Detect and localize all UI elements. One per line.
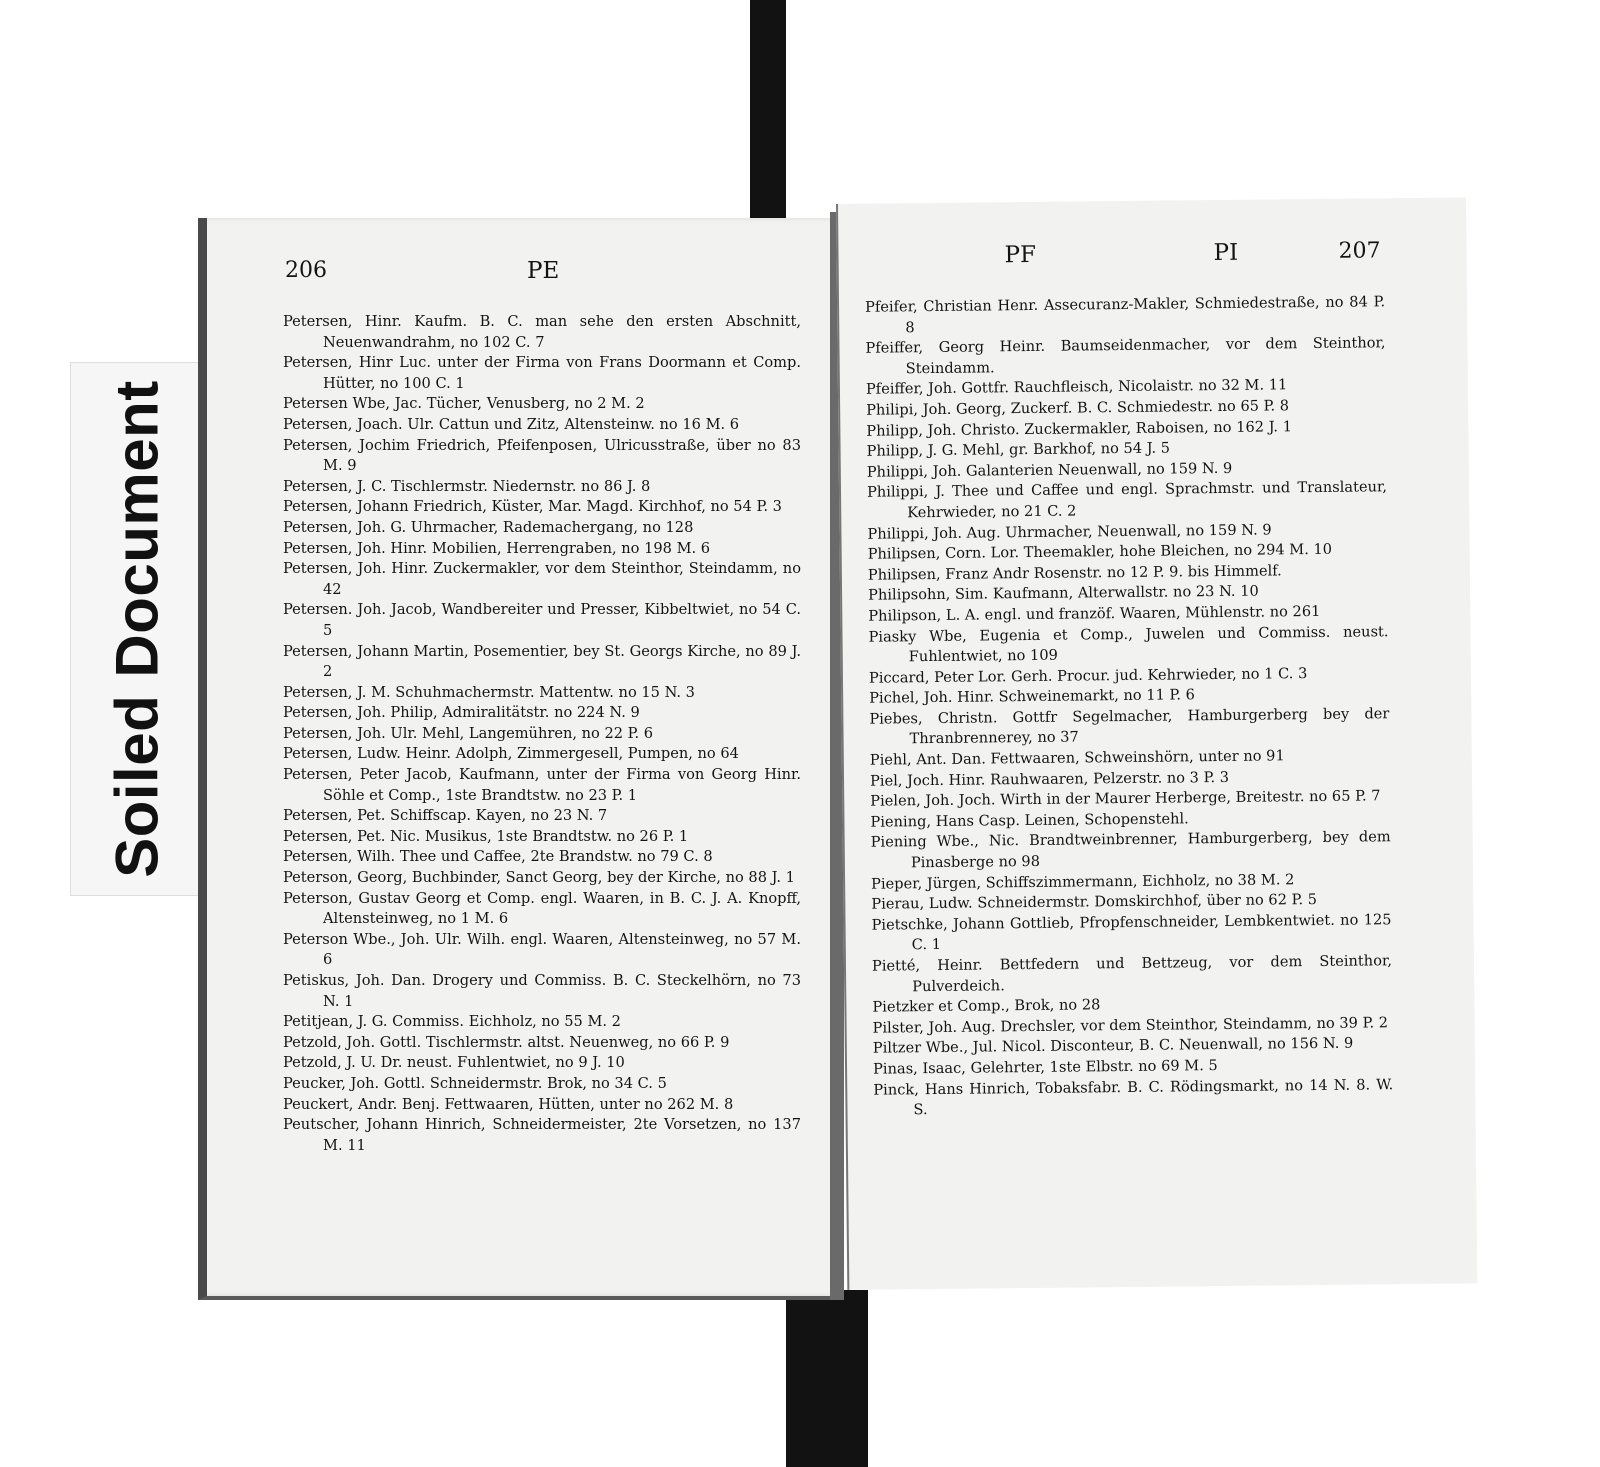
directory-entry: Pfeifer, Christian Henr. Assecuranz-Makler, Schmiedestraße, no 84 P. 8 — [864, 293, 1386, 336]
directory-entry: Pietzker et Comp., Brok, no 28 — [872, 996, 1101, 1016]
right-page — [836, 197, 1477, 1290]
directory-entry: Petersen, J. C. Tischlermstr. Niedernstr. no 86 J. 8 — [283, 477, 651, 495]
directory-entry: Piehl, Ant. Dan. Fettwaaren, Schweinshörn, unter no 91 — [869, 747, 1285, 769]
directory-entry: Philippi, Joh. Galanterien Neuenwall, no 159 N. 9 — [866, 459, 1233, 481]
directory-entry: Philipsohn, Sim. Kaufmann, Alterwallstr. no 23 N. 10 — [868, 582, 1259, 604]
directory-entry: Petersen, Pet. Nic. Musikus, 1ste Brandtstw. no 26 P. 1 — [283, 827, 689, 845]
directory-entry: Piccard, Peter Lor. Gerh. Procur. jud. Kehrwieder, no 1 C. 3 — [868, 664, 1308, 687]
directory-entry: Piel, Joch. Hinr. Rauhwaaren, Pelzerstr. no 3 P. 3 — [869, 768, 1230, 790]
directory-entry: Pinck, Hans Hinrich, Tobaksfabr. B. C. Rödingsmarkt, no 14 N. 8. W. S. — [873, 1075, 1394, 1119]
directory-entry: Petersen, Johann Martin, Posementier, bey St. Georgs Kirche, no 89 J. 2 — [283, 642, 801, 681]
directory-entry: Piltzer Wbe., Jul. Nicol. Disconteur, B. C. Neuenwall, no 156 N. 9 — [872, 1035, 1354, 1058]
directory-entry: Pilster, Joh. Aug. Drechsler, vor dem Steinthor, Steindamm, no 39 P. 2 — [872, 1014, 1389, 1037]
soiled-document-label — [70, 362, 204, 896]
left-page — [198, 218, 843, 1300]
directory-entry: Petersen, J. M. Schuhmachermstr. Mattentw. no 15 N. 3 — [283, 683, 695, 701]
right-page-number: 207 — [1338, 238, 1381, 264]
directory-entry: Pietschke, Johann Gottlieb, Pfropfenschneider, Lembkentwiet. no 125 C. 1 — [871, 911, 1392, 954]
directory-entry: Petersen, Hinr Luc. unter der Firma von Frans Doormann et Comp. Hütter, no 100 C. 1 — [283, 354, 801, 392]
directory-entry: Pielen, Joh. Joch. Wirth in der Maurer Herberge, Breitestr. no 65 P. 7 — [870, 787, 1381, 810]
directory-entry: Peuckert, Andr. Benj. Fettwaaren, Hütten, unter no 262 M. 8 — [283, 1095, 734, 1113]
left-page-header: PE — [527, 258, 560, 284]
right-page-header-right: PI — [1213, 239, 1239, 267]
directory-entry: Petersen, Johann Friedrich, Küster, Mar. Magd. Kirchhof, no 54 P. 3 — [283, 498, 782, 516]
directory-entry: Petitjean, J. G. Commiss. Eichholz, no 55 M. 2 — [283, 1013, 621, 1031]
directory-entry: Peterson, Georg, Buchbinder, Sanct Georg, bey der Kirche, no 88 J. 1 — [283, 869, 795, 887]
directory-entry: Petersen, Hinr. Kaufm. B. C. man sehe den ersten Abschnitt, Neuenwandrahm, no 102 C. 7 — [283, 313, 801, 351]
directory-entry: Pieper, Jürgen, Schiffszimmermann, Eichholz, no 38 M. 2 — [871, 870, 1295, 893]
left-entry-list — [283, 312, 801, 1156]
directory-entry: Pichel, Joh. Hinr. Schweinemarkt, no 11 P. 6 — [869, 686, 1196, 707]
directory-entry: Philipson, L. A. engl. und franzöf. Waaren, Mühlenstr. no 261 — [868, 602, 1321, 625]
binding-strap-bottom — [786, 1290, 868, 1467]
directory-entry: Petersen, Joach. Ulr. Cattun und Zitz, Altensteinw. no 16 M. 6 — [283, 415, 740, 433]
directory-entry: Philipp, Joh. Christo. Zuckermakler, Raboisen, no 162 J. 1 — [866, 417, 1293, 440]
directory-entry: Philippi, Joh. Aug. Uhrmacher, Neuenwall, no 159 N. 9 — [867, 520, 1272, 543]
directory-entry: Peucker, Joh. Gottl. Schneidermstr. Brok, no 34 C. 5 — [283, 1074, 667, 1092]
directory-entry: Petersen Wbe, Jac. Tücher, Venusberg, no 2 M. 2 — [283, 395, 645, 413]
directory-entry: Petiskus, Joh. Dan. Drogery und Commiss. B. C. Steckelhörn, no 73 N. 1 — [283, 972, 801, 1010]
right-page-header-left: PF — [1004, 241, 1037, 269]
directory-entry: Petersen, Jochim Friedrich, Pfeifenposen, Ulricusstraße, über no 83 M. 9 — [283, 436, 801, 475]
directory-entry: Petersen, Pet. Schiffscap. Kayen, no 23 N. 7 — [283, 807, 608, 825]
directory-entry: Petersen, Joh. Ulr. Mehl, Langemühren, no 22 P. 6 — [283, 724, 654, 742]
directory-entry: Petersen, Joh. Hinr. Zuckermakler, vor dem Steinthor, Steindamm, no 42 — [283, 560, 801, 598]
directory-entry: Philipsen, Franz Andr Rosenstr. no 12 P. 9. bis Himmelf. — [867, 562, 1282, 584]
directory-entry: Philipp, J. G. Mehl, gr. Barkhof, no 54 J. 5 — [866, 439, 1171, 460]
directory-entry: Peterson, Gustav Georg et Comp. engl. Waaren, in B. C. J. A. Knopff, Altensteinweg, no 1 M. 6 — [283, 889, 801, 928]
directory-entry: Petersen, Ludw. Heinr. Adolph, Zimmergesell, Pumpen, no 64 — [283, 745, 739, 763]
directory-entry: Philippi, J. Thee und Caffee und engl. Sprachmstr. und Translateur, Kehrwieder, no 21 C. 2 — [866, 478, 1388, 522]
directory-entry: Piasky Wbe, Eugenia et Comp., Juwelen und Commiss. neust. Fuhlentwiet, no 109 — [868, 622, 1389, 666]
directory-entry: Philipsen, Corn. Lor. Theemakler, hohe Bleichen, no 294 M. 10 — [867, 540, 1333, 563]
directory-entry: Philipi, Joh. Georg, Zuckerf. B. C. Schmiedestr. no 65 P. 8 — [866, 397, 1290, 419]
directory-entry: Petersen, Wilh. Thee und Caffee, 2te Brandstw. no 79 C. 8 — [283, 848, 713, 866]
directory-entry: Pfeiffer, Georg Heinr. Baumseidenmacher, vor dem Steinthor, Steindamm. — [865, 334, 1386, 378]
directory-entry: Petersen. Joh. Jacob, Wandbereiter und Presser, Kibbeltwiet, no 54 C. 5 — [283, 601, 801, 639]
directory-entry: Piening Wbe., Nic. Brandtweinbrenner, Hamburgerberg, bey dem Pinasberge no 98 — [870, 828, 1391, 872]
directory-entry: Peutscher, Johann Hinrich, Schneidermeister, 2te Vorsetzen, no 137 M. 11 — [283, 1116, 801, 1154]
right-entry-list — [865, 292, 1394, 1121]
directory-entry: Piening, Hans Casp. Leinen, Schopenstehl. — [870, 810, 1189, 831]
directory-entry: Peterson Wbe., Joh. Ulr. Wilh. engl. Waaren, Altensteinweg, no 57 M. 6 — [283, 930, 801, 969]
directory-entry: Pfeiffer, Joh. Gottfr. Rauchfleisch, Nicolaistr. no 32 M. 11 — [865, 376, 1288, 399]
binding-strap-top — [750, 0, 786, 230]
directory-entry: Petersen, Joh. G. Uhrmacher, Rademachergang, no 128 — [283, 518, 694, 536]
soiled-document-text: Soiled Document — [103, 380, 171, 878]
directory-entry: Pinas, Isaac, Gelehrter, 1ste Elbstr. no 69 M. 5 — [872, 1057, 1218, 1078]
left-page-number: 206 — [285, 258, 327, 283]
directory-entry: Pietté, Heinr. Bettfedern und Bettzeug, vor dem Steinthor, Pulverdeich. — [871, 952, 1393, 995]
directory-entry: Petzold, J. U. Dr. neust. Fuhlentwiet, no 9 J. 10 — [283, 1054, 625, 1072]
directory-entry: Piebes, Christn. Gottfr Segelmacher, Hamburgerberg bey der Thranbrennerey, no 37 — [869, 705, 1390, 748]
directory-entry: Pierau, Ludw. Schneidermstr. Domskirchhof, über no 62 P. 5 — [871, 891, 1318, 913]
directory-entry: Petersen, Peter Jacob, Kaufmann, unter der Firma von Georg Hinr. Söhle et Comp., 1ste Brandtstw. no 23 P. 1 — [283, 766, 801, 804]
directory-entry: Petersen, Joh. Philip, Admiralitätstr. no 224 N. 9 — [283, 704, 640, 722]
directory-entry: Petersen, Joh. Hinr. Mobilien, Herrengraben, no 198 M. 6 — [283, 539, 711, 557]
directory-entry: Petzold, Joh. Gottl. Tischlermstr. altst. Neuenweg, no 66 P. 9 — [283, 1033, 730, 1051]
